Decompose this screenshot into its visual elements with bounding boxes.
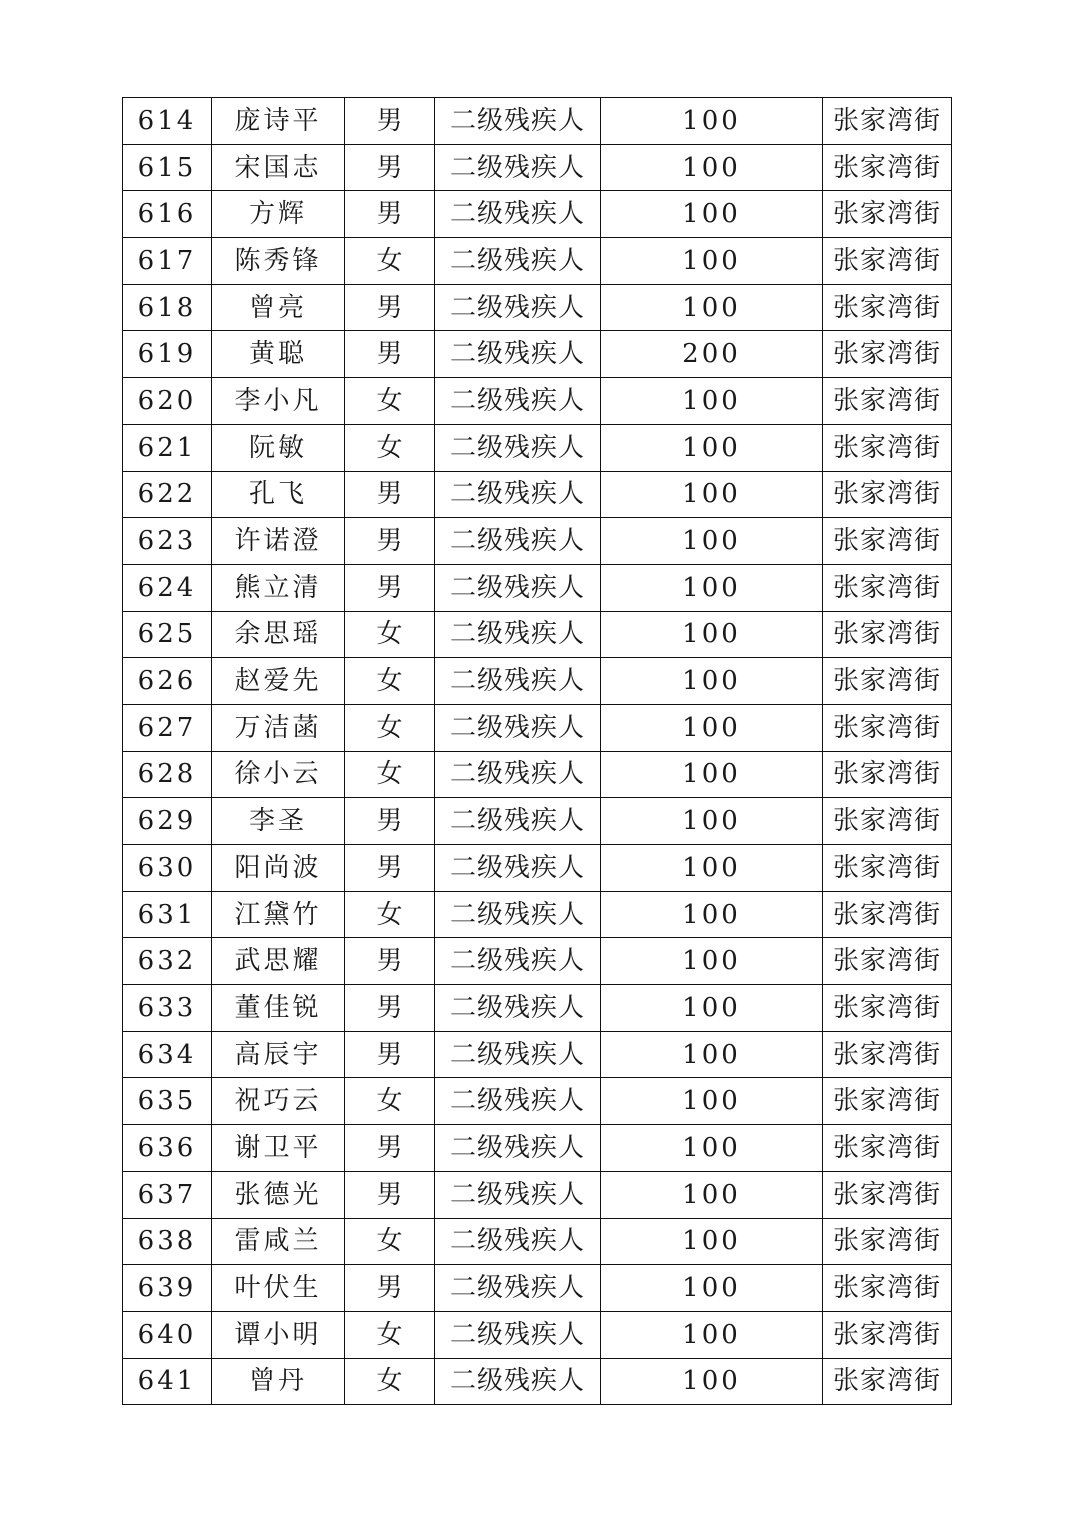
category-cell: 二级残疾人 xyxy=(435,658,601,705)
street-cell: 张家湾街 xyxy=(823,98,952,145)
gender-cell: 女 xyxy=(345,1218,435,1265)
name-cell: 曾亮 xyxy=(212,284,345,331)
table-row xyxy=(123,238,952,285)
amount-cell: 200 xyxy=(601,331,823,378)
street-cell: 张家湾街 xyxy=(823,1311,952,1358)
amount-cell: 100 xyxy=(601,1218,823,1265)
gender-cell: 男 xyxy=(345,98,435,145)
row-number-cell: 627 xyxy=(123,704,212,751)
category-cell: 二级残疾人 xyxy=(435,238,601,285)
row-number-cell: 621 xyxy=(123,424,212,471)
row-number-cell: 622 xyxy=(123,471,212,518)
row-number-cell: 614 xyxy=(123,98,212,145)
category-cell: 二级残疾人 xyxy=(435,1311,601,1358)
row-number-cell: 626 xyxy=(123,658,212,705)
street-cell: 张家湾街 xyxy=(823,938,952,985)
gender-cell: 女 xyxy=(345,378,435,425)
category-cell: 二级残疾人 xyxy=(435,424,601,471)
table-row xyxy=(123,1311,952,1358)
amount-cell: 100 xyxy=(601,611,823,658)
row-number-cell: 616 xyxy=(123,191,212,238)
amount-cell: 100 xyxy=(601,845,823,892)
name-cell: 余思瑶 xyxy=(212,611,345,658)
gender-cell: 女 xyxy=(345,704,435,751)
amount-cell: 100 xyxy=(601,658,823,705)
table-row xyxy=(123,938,952,985)
category-cell: 二级残疾人 xyxy=(435,331,601,378)
table-row xyxy=(123,424,952,471)
row-number-cell: 632 xyxy=(123,938,212,985)
row-number-cell: 617 xyxy=(123,238,212,285)
street-cell: 张家湾街 xyxy=(823,238,952,285)
row-number-cell: 620 xyxy=(123,378,212,425)
street-cell: 张家湾街 xyxy=(823,1358,952,1405)
category-cell: 二级残疾人 xyxy=(435,564,601,611)
amount-cell: 100 xyxy=(601,238,823,285)
gender-cell: 男 xyxy=(345,985,435,1032)
row-number-cell: 619 xyxy=(123,331,212,378)
gender-cell: 女 xyxy=(345,1078,435,1125)
gender-cell: 男 xyxy=(345,1031,435,1078)
gender-cell: 男 xyxy=(345,518,435,565)
street-cell: 张家湾街 xyxy=(823,144,952,191)
amount-cell: 100 xyxy=(601,704,823,751)
gender-cell: 男 xyxy=(345,1171,435,1218)
category-cell: 二级残疾人 xyxy=(435,518,601,565)
row-number-cell: 639 xyxy=(123,1265,212,1312)
category-cell: 二级残疾人 xyxy=(435,191,601,238)
name-cell: 董佳锐 xyxy=(212,985,345,1032)
table-row xyxy=(123,751,952,798)
table-row xyxy=(123,658,952,705)
amount-cell: 100 xyxy=(601,1265,823,1312)
row-number-cell: 625 xyxy=(123,611,212,658)
street-cell: 张家湾街 xyxy=(823,518,952,565)
gender-cell: 男 xyxy=(345,331,435,378)
amount-cell: 100 xyxy=(601,518,823,565)
row-number-cell: 623 xyxy=(123,518,212,565)
street-cell: 张家湾街 xyxy=(823,1265,952,1312)
table-row xyxy=(123,798,952,845)
table-row xyxy=(123,704,952,751)
gender-cell: 女 xyxy=(345,424,435,471)
name-cell: 许诺澄 xyxy=(212,518,345,565)
name-cell: 李小凡 xyxy=(212,378,345,425)
row-number-cell: 624 xyxy=(123,564,212,611)
street-cell: 张家湾街 xyxy=(823,751,952,798)
category-cell: 二级残疾人 xyxy=(435,284,601,331)
name-cell: 祝巧云 xyxy=(212,1078,345,1125)
name-cell: 徐小云 xyxy=(212,751,345,798)
gender-cell: 女 xyxy=(345,751,435,798)
table-row xyxy=(123,518,952,565)
name-cell: 阳尚波 xyxy=(212,845,345,892)
category-cell: 二级残疾人 xyxy=(435,704,601,751)
category-cell: 二级残疾人 xyxy=(435,751,601,798)
name-cell: 江黛竹 xyxy=(212,891,345,938)
row-number-cell: 634 xyxy=(123,1031,212,1078)
table-body xyxy=(123,98,952,1405)
amount-cell: 100 xyxy=(601,798,823,845)
amount-cell: 100 xyxy=(601,471,823,518)
name-cell: 陈秀锋 xyxy=(212,238,345,285)
category-cell: 二级残疾人 xyxy=(435,1171,601,1218)
table-row xyxy=(123,1125,952,1172)
name-cell: 武思耀 xyxy=(212,938,345,985)
street-cell: 张家湾街 xyxy=(823,1171,952,1218)
name-cell: 方辉 xyxy=(212,191,345,238)
row-number-cell: 615 xyxy=(123,144,212,191)
category-cell: 二级残疾人 xyxy=(435,1218,601,1265)
table-row xyxy=(123,378,952,425)
category-cell: 二级残疾人 xyxy=(435,1031,601,1078)
street-cell: 张家湾街 xyxy=(823,191,952,238)
category-cell: 二级残疾人 xyxy=(435,938,601,985)
name-cell: 赵爱先 xyxy=(212,658,345,705)
table-row xyxy=(123,985,952,1032)
amount-cell: 100 xyxy=(601,891,823,938)
street-cell: 张家湾街 xyxy=(823,378,952,425)
gender-cell: 男 xyxy=(345,1265,435,1312)
name-cell: 叶伏生 xyxy=(212,1265,345,1312)
name-cell: 宋国志 xyxy=(212,144,345,191)
category-cell: 二级残疾人 xyxy=(435,891,601,938)
gender-cell: 女 xyxy=(345,891,435,938)
table-row xyxy=(123,1078,952,1125)
row-number-cell: 630 xyxy=(123,845,212,892)
amount-cell: 100 xyxy=(601,144,823,191)
amount-cell: 100 xyxy=(601,191,823,238)
amount-cell: 100 xyxy=(601,1078,823,1125)
gender-cell: 男 xyxy=(345,471,435,518)
category-cell: 二级残疾人 xyxy=(435,985,601,1032)
gender-cell: 女 xyxy=(345,611,435,658)
row-number-cell: 629 xyxy=(123,798,212,845)
table-row xyxy=(123,144,952,191)
row-number-cell: 637 xyxy=(123,1171,212,1218)
category-cell: 二级残疾人 xyxy=(435,1078,601,1125)
amount-cell: 100 xyxy=(601,378,823,425)
table-row xyxy=(123,1358,952,1405)
gender-cell: 男 xyxy=(345,284,435,331)
street-cell: 张家湾街 xyxy=(823,891,952,938)
table-row xyxy=(123,891,952,938)
table-row xyxy=(123,564,952,611)
amount-cell: 100 xyxy=(601,985,823,1032)
street-cell: 张家湾街 xyxy=(823,611,952,658)
street-cell: 张家湾街 xyxy=(823,331,952,378)
amount-cell: 100 xyxy=(601,564,823,611)
amount-cell: 100 xyxy=(601,424,823,471)
category-cell: 二级残疾人 xyxy=(435,1265,601,1312)
name-cell: 熊立清 xyxy=(212,564,345,611)
street-cell: 张家湾街 xyxy=(823,284,952,331)
gender-cell: 男 xyxy=(345,144,435,191)
row-number-cell: 628 xyxy=(123,751,212,798)
table-row xyxy=(123,1171,952,1218)
name-cell: 张德光 xyxy=(212,1171,345,1218)
gender-cell: 男 xyxy=(345,191,435,238)
name-cell: 阮敏 xyxy=(212,424,345,471)
gender-cell: 女 xyxy=(345,238,435,285)
name-cell: 高辰宇 xyxy=(212,1031,345,1078)
name-cell: 庞诗平 xyxy=(212,98,345,145)
row-number-cell: 633 xyxy=(123,985,212,1032)
name-cell: 谭小明 xyxy=(212,1311,345,1358)
gender-cell: 男 xyxy=(345,1125,435,1172)
table-row xyxy=(123,1031,952,1078)
street-cell: 张家湾街 xyxy=(823,798,952,845)
street-cell: 张家湾街 xyxy=(823,704,952,751)
name-cell: 谢卫平 xyxy=(212,1125,345,1172)
category-cell: 二级残疾人 xyxy=(435,471,601,518)
street-cell: 张家湾街 xyxy=(823,985,952,1032)
category-cell: 二级残疾人 xyxy=(435,144,601,191)
gender-cell: 男 xyxy=(345,798,435,845)
row-number-cell: 636 xyxy=(123,1125,212,1172)
row-number-cell: 640 xyxy=(123,1311,212,1358)
amount-cell: 100 xyxy=(601,1031,823,1078)
street-cell: 张家湾街 xyxy=(823,1125,952,1172)
name-cell: 黄聪 xyxy=(212,331,345,378)
table-row xyxy=(123,191,952,238)
gender-cell: 女 xyxy=(345,1311,435,1358)
street-cell: 张家湾街 xyxy=(823,1218,952,1265)
gender-cell: 男 xyxy=(345,845,435,892)
row-number-cell: 631 xyxy=(123,891,212,938)
name-cell: 雷咸兰 xyxy=(212,1218,345,1265)
row-number-cell: 641 xyxy=(123,1358,212,1405)
table-row xyxy=(123,1218,952,1265)
street-cell: 张家湾街 xyxy=(823,1031,952,1078)
amount-cell: 100 xyxy=(601,98,823,145)
name-cell: 曾丹 xyxy=(212,1358,345,1405)
amount-cell: 100 xyxy=(601,938,823,985)
amount-cell: 100 xyxy=(601,751,823,798)
gender-cell: 男 xyxy=(345,564,435,611)
table-row xyxy=(123,611,952,658)
table-row xyxy=(123,1265,952,1312)
street-cell: 张家湾街 xyxy=(823,658,952,705)
subsidy-roster-table xyxy=(122,97,952,1405)
row-number-cell: 638 xyxy=(123,1218,212,1265)
name-cell: 孔飞 xyxy=(212,471,345,518)
gender-cell: 女 xyxy=(345,658,435,705)
street-cell: 张家湾街 xyxy=(823,845,952,892)
category-cell: 二级残疾人 xyxy=(435,1125,601,1172)
table-row xyxy=(123,98,952,145)
category-cell: 二级残疾人 xyxy=(435,845,601,892)
table-row xyxy=(123,845,952,892)
amount-cell: 100 xyxy=(601,1358,823,1405)
amount-cell: 100 xyxy=(601,1311,823,1358)
street-cell: 张家湾街 xyxy=(823,1078,952,1125)
table-row xyxy=(123,331,952,378)
gender-cell: 女 xyxy=(345,1358,435,1405)
category-cell: 二级残疾人 xyxy=(435,798,601,845)
row-number-cell: 618 xyxy=(123,284,212,331)
category-cell: 二级残疾人 xyxy=(435,611,601,658)
row-number-cell: 635 xyxy=(123,1078,212,1125)
name-cell: 万洁菡 xyxy=(212,704,345,751)
name-cell: 李圣 xyxy=(212,798,345,845)
street-cell: 张家湾街 xyxy=(823,424,952,471)
amount-cell: 100 xyxy=(601,1125,823,1172)
amount-cell: 100 xyxy=(601,1171,823,1218)
street-cell: 张家湾街 xyxy=(823,564,952,611)
gender-cell: 男 xyxy=(345,938,435,985)
table-row xyxy=(123,471,952,518)
street-cell: 张家湾街 xyxy=(823,471,952,518)
category-cell: 二级残疾人 xyxy=(435,1358,601,1405)
category-cell: 二级残疾人 xyxy=(435,378,601,425)
table-row xyxy=(123,284,952,331)
amount-cell: 100 xyxy=(601,284,823,331)
category-cell: 二级残疾人 xyxy=(435,98,601,145)
